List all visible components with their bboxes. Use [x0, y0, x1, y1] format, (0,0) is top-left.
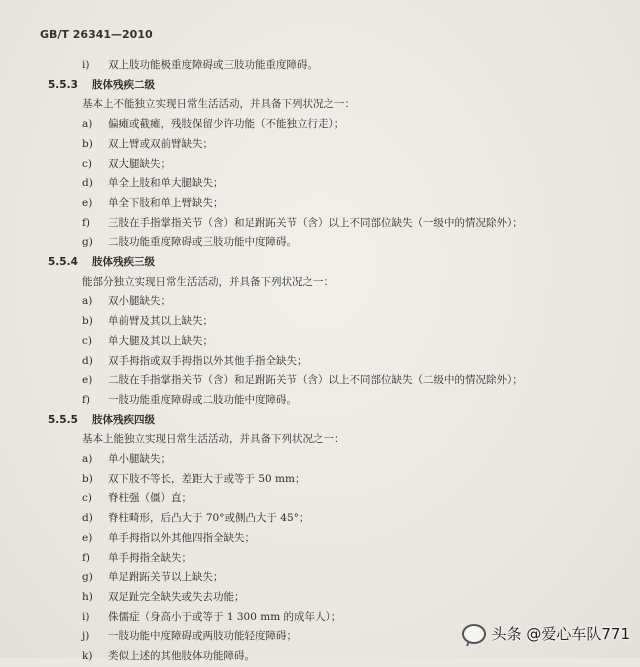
list-marker: f) [82, 216, 90, 229]
list-marker: a) [82, 453, 93, 466]
list-marker: a) [82, 295, 93, 308]
list-item-text: 单全上肢和单大腿缺失； [108, 177, 224, 190]
section-heading [48, 253, 608, 273]
section-number: 5.5.4 [48, 256, 78, 269]
section-heading [48, 76, 608, 96]
watermark-text: 头条 @爱心车队771 [491, 625, 630, 643]
list-marker: a) [82, 118, 93, 131]
list-item [48, 549, 608, 569]
list-item [48, 174, 608, 194]
section-heading [48, 411, 608, 431]
standard-number: GB/T 26341—2010 [40, 28, 153, 41]
list-marker: h) [82, 590, 93, 603]
list-item [48, 450, 608, 470]
list-marker: c) [82, 157, 92, 170]
list-item-text: 单手拇指全缺失； [108, 551, 192, 564]
list-item [48, 292, 608, 312]
list-item [48, 489, 608, 509]
section-title: 肢体残疾三级 [92, 256, 155, 269]
list-item [48, 312, 608, 332]
section-number: 5.5.5 [48, 413, 78, 426]
section-number: 5.5.3 [48, 78, 78, 91]
list-item [48, 155, 608, 175]
list-item-text: 类似上述的其他肢体功能障碍。 [108, 650, 255, 663]
watermark [462, 623, 630, 644]
list-marker: i) [82, 610, 90, 623]
list-item-text: 双上肢功能极重度障碍或三肢功能重度障碍。 [108, 59, 318, 71]
list-item-text: 三肢在手指掌指关节（含）和足跗跖关节（含）以上不同部位缺失（一级中的情况除外）； [108, 216, 523, 229]
section-title: 肢体残疾四级 [92, 413, 155, 426]
list-item [48, 194, 608, 214]
list-item-text: 双足趾完全缺失或失去功能； [108, 590, 245, 603]
list-item-text: 偏瘫或截瘫，残肢保留少许功能（不能独立行走）； [108, 118, 345, 131]
list-item-text: 双手拇指或双手拇指以外其他手指全缺失； [108, 354, 308, 367]
list-marker: g) [82, 571, 93, 584]
list-marker: c) [82, 492, 92, 505]
list-item [48, 470, 608, 490]
list-item-text: 脊柱强（僵）直； [108, 492, 192, 505]
list-marker: e) [82, 374, 93, 387]
list-marker: d) [82, 512, 93, 525]
list-marker: b) [82, 315, 93, 328]
list-marker: f) [82, 551, 90, 564]
list-marker: j) [82, 630, 90, 643]
list-marker: i) [82, 59, 90, 71]
list-item [48, 509, 608, 529]
section-title: 肢体残疾二级 [92, 78, 155, 91]
list-item-text: 侏儒症（身高小于或等于 1 300 mm 的成年人）； [108, 610, 342, 623]
list-item-text: 单手拇指以外其他四指全缺失； [108, 531, 255, 544]
list-marker: d) [82, 177, 93, 190]
list-item [48, 391, 608, 411]
list-item-text: 一肢功能中度障碍或两肢功能轻度障碍； [108, 630, 297, 643]
list-item [48, 214, 608, 234]
section-intro: 能部分独立实现日常生活活动，并具备下列状况之一： [82, 275, 334, 288]
list-marker: b) [82, 137, 93, 150]
list-item [48, 115, 608, 135]
list-item-text: 双小腿缺失； [108, 295, 171, 308]
list-marker: k) [82, 650, 93, 663]
list-item [48, 135, 608, 155]
list-marker: e) [82, 196, 93, 209]
document-body [48, 56, 608, 667]
list-item [48, 371, 608, 391]
list-item-text: 单小腿缺失； [108, 453, 171, 466]
list-item-text: 单全下肢和单上臂缺失； [108, 196, 224, 209]
list-item [48, 647, 608, 667]
list-item-text: 单足跗跖关节以上缺失； [108, 571, 224, 584]
list-item [48, 56, 608, 76]
list-item-text: 双下肢不等长，差距大于或等于 50 mm； [108, 472, 306, 485]
list-marker: b) [82, 472, 93, 485]
section-intro: 基本上能独立实现日常生活活动，并具备下列状况之一： [82, 433, 345, 446]
list-item [48, 233, 608, 253]
list-marker: c) [82, 334, 92, 347]
section-intro: 基本上不能独立实现日常生活活动，并具备下列状况之一： [82, 98, 355, 111]
list-item [48, 529, 608, 549]
list-item-text: 双大腿缺失； [108, 157, 171, 170]
list-marker: e) [82, 531, 93, 544]
list-item-text: 二肢在手指掌指关节（含）和足跗跖关节（含）以上不同部位缺失（二级中的情况除外）； [108, 374, 523, 387]
list-marker: f) [82, 393, 90, 406]
list-item-text: 单前臂及其以上缺失； [108, 315, 213, 328]
list-item [48, 588, 608, 608]
list-item-text: 二肢功能重度障碍或三肢功能中度障碍。 [108, 236, 297, 249]
list-item-text: 双上臂或双前臂缺失； [108, 137, 213, 150]
list-marker: d) [82, 354, 93, 367]
list-marker: g) [82, 236, 93, 249]
list-item [48, 568, 608, 588]
list-item-text: 单大腿及其以上缺失； [108, 334, 213, 347]
list-item [48, 352, 608, 372]
wechat-icon [462, 624, 486, 644]
list-item-text: 一肢功能重度障碍或二肢功能中度障碍。 [108, 393, 297, 406]
list-item [48, 332, 608, 352]
list-item-text: 脊柱畸形，后凸大于 70°或侧凸大于 45°； [108, 512, 310, 525]
